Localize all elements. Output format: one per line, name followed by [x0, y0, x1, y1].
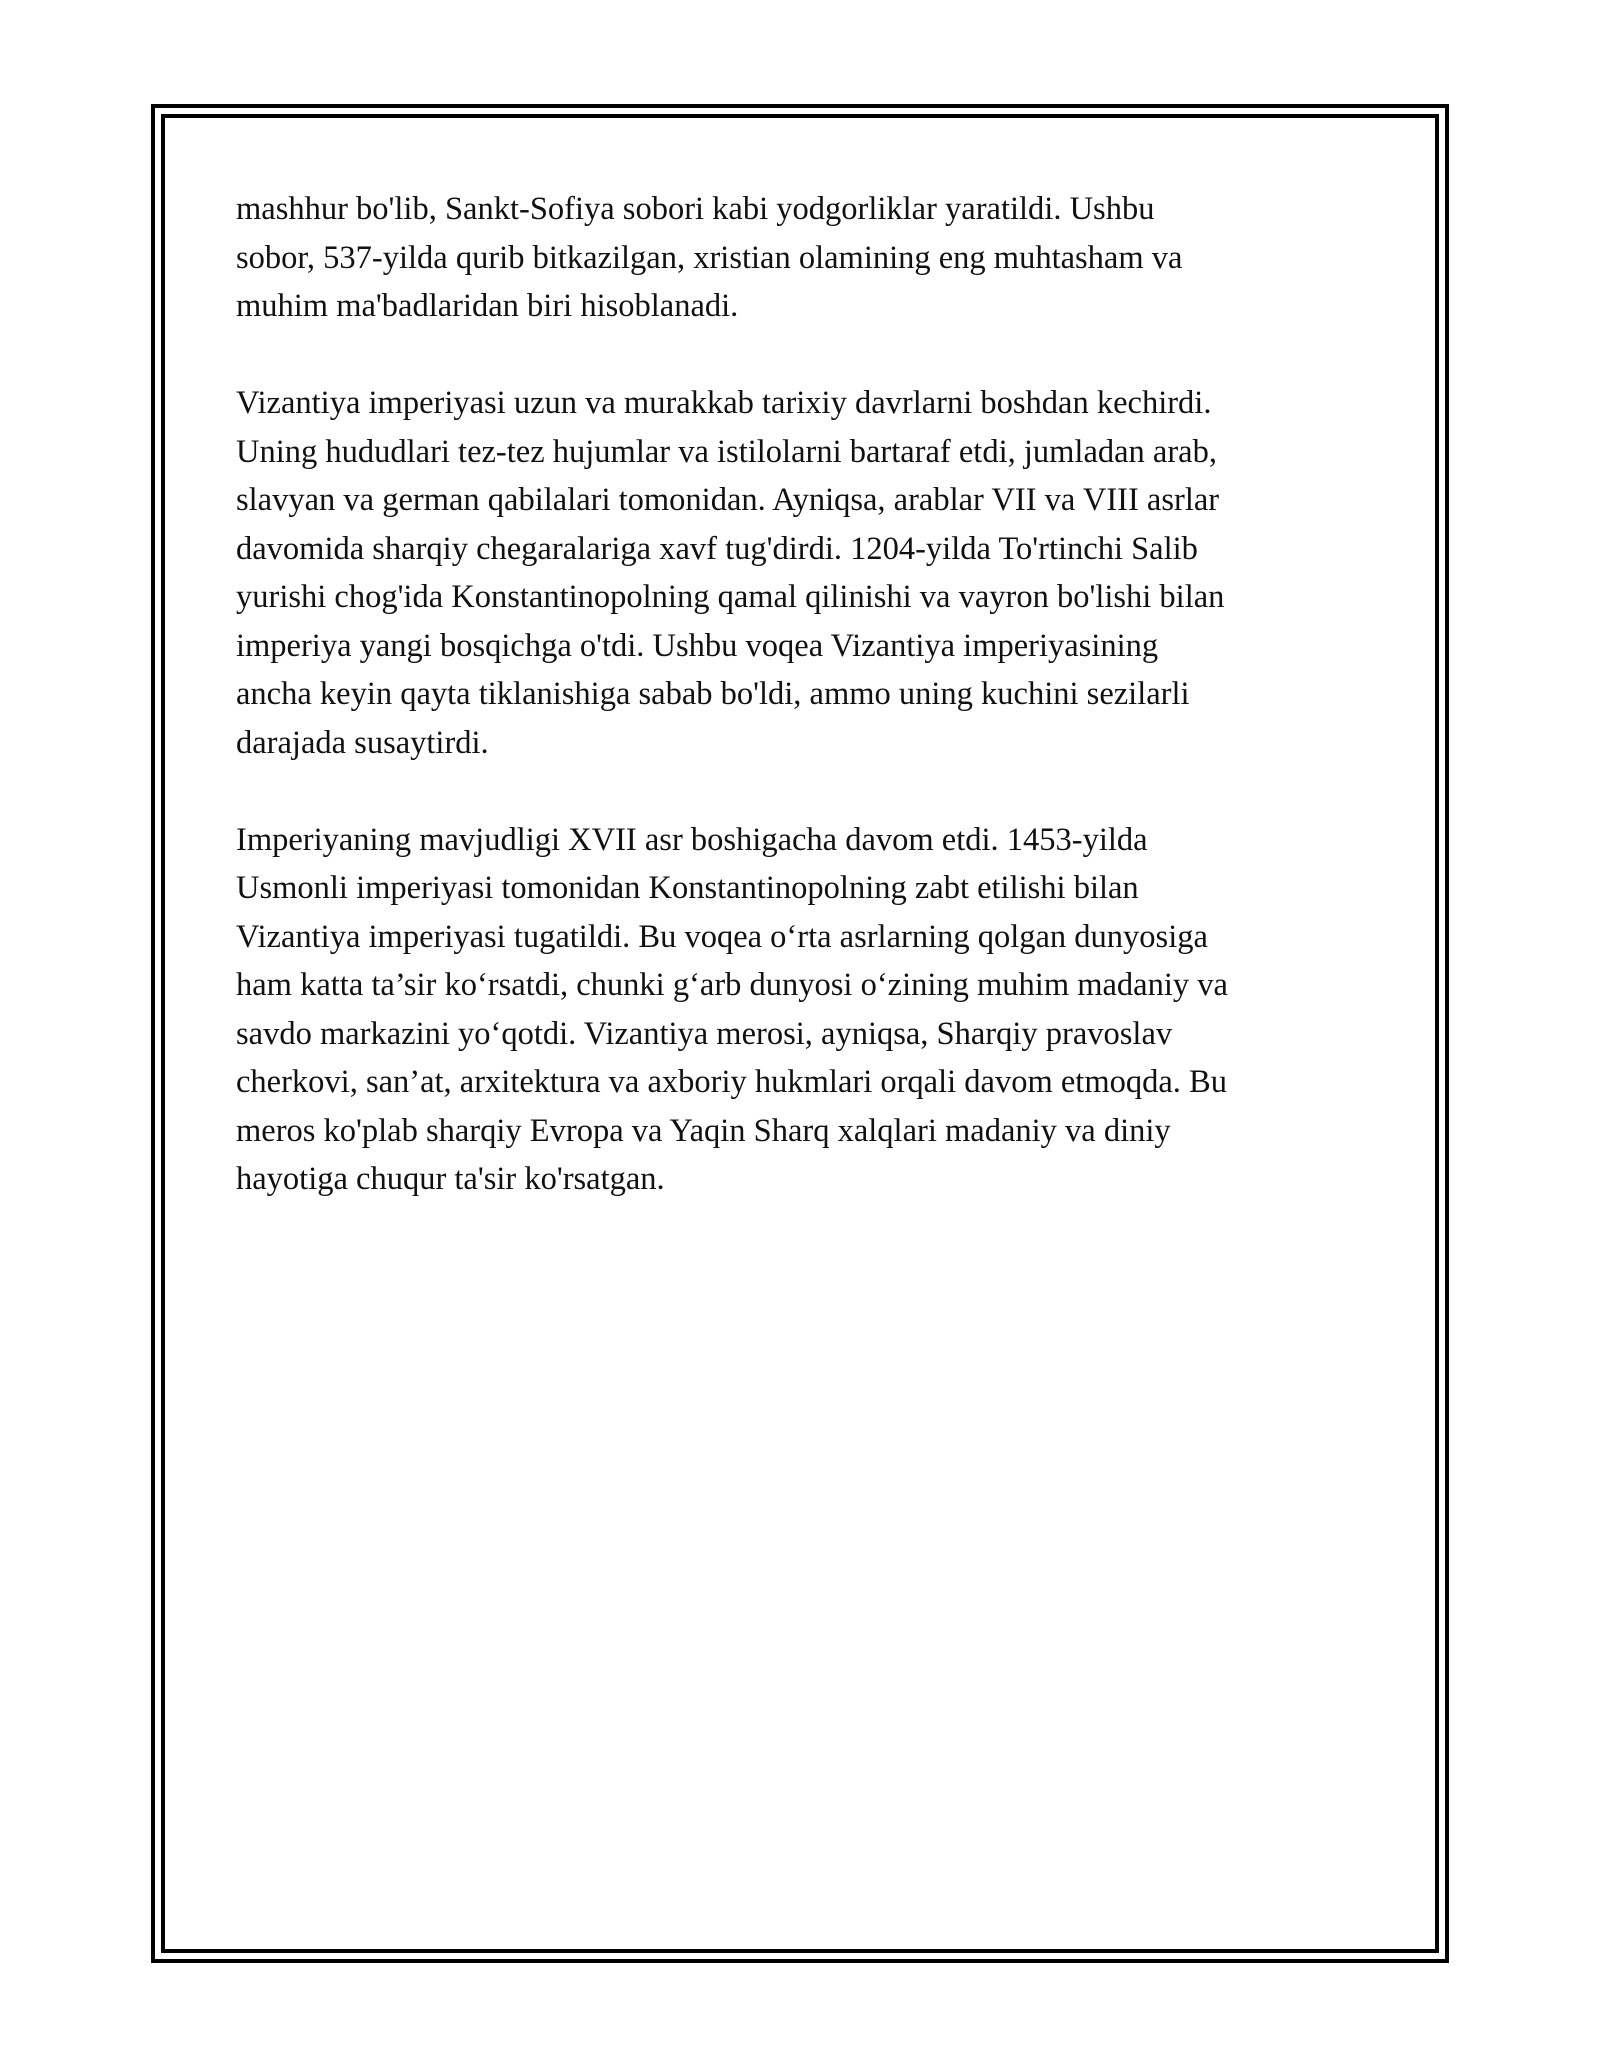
text-line: Usmonli imperiyasi tomonidan Konstantinopolning zabt etilishi bilan	[236, 870, 1139, 906]
text-line: Uning hududlari tez-tez hujumlar va istilolarni bartaraf etdi, jumladan arab,	[236, 433, 1217, 470]
text-line: ham katta ta’sir ko‘rsatdi, chunki g‘arb dunyosi o‘zining muhim madaniy va	[236, 967, 1228, 1003]
text-line: sobor, 537-yilda qurib bitkazilgan, xristian olamining eng muhtasham va	[236, 239, 1183, 276]
text-line: Imperiyaning mavjudligi XVII asr boshigacha davom etdi. 1453-yilda	[236, 821, 1148, 858]
text-line: muhim ma'badlaridan biri hisoblanadi.	[236, 288, 739, 324]
text-line: darajada susaytirdi.	[236, 724, 489, 761]
text-line: slavyan va german qabilalari tomonidan. Ayniqsa, arablar VII va VIII asrlar	[236, 482, 1220, 518]
text-line: yurishi chog'ida Konstantinopolning qamal qilinishi va vayron bo'lishi bilan	[236, 579, 1225, 615]
paragraph-2	[236, 379, 1366, 767]
text-line: Vizantiya imperiyasi uzun va murakkab tarixiy davrlarni boshdan kechirdi.	[236, 385, 1212, 421]
paragraph-1	[236, 185, 1366, 331]
text-line: mashhur bo'lib, Sankt-Sofiya sobori kabi yodgorliklar yaratildi. Ushbu	[236, 191, 1155, 227]
text-line: Vizantiya imperiyasi tugatildi. Bu voqea o‘rta asrlarning qolgan dunyosiga	[236, 918, 1208, 955]
text-line: davomida sharqiy chegaralariga xavf tug'dirdi. 1204-yilda To'rtinchi Salib	[236, 530, 1198, 567]
text-line: hayotiga chuqur ta'sir ko'rsatgan.	[236, 1161, 665, 1197]
text-line: meros ko'plab sharqiy Evropa va Yaqin Sharq xalqlari madaniy va diniy	[236, 1112, 1171, 1149]
text-line: imperiya yangi bosqichga o'tdi. Ushbu voqea Vizantiya imperiyasining	[236, 627, 1159, 664]
text-line: cherkovi, san’at, arxitektura va axboriy hukmlari orqali davom etmoqda. Bu	[236, 1064, 1227, 1100]
text-line: ancha keyin qayta tiklanishiga sabab bo'ldi, ammo uning kuchini sezilarli	[236, 676, 1190, 712]
document-body	[236, 185, 1366, 1252]
paragraph-3	[236, 816, 1366, 1204]
text-line: savdo markazini yo‘qotdi. Vizantiya merosi, ayniqsa, Sharqiy pravoslav	[236, 1015, 1173, 1052]
